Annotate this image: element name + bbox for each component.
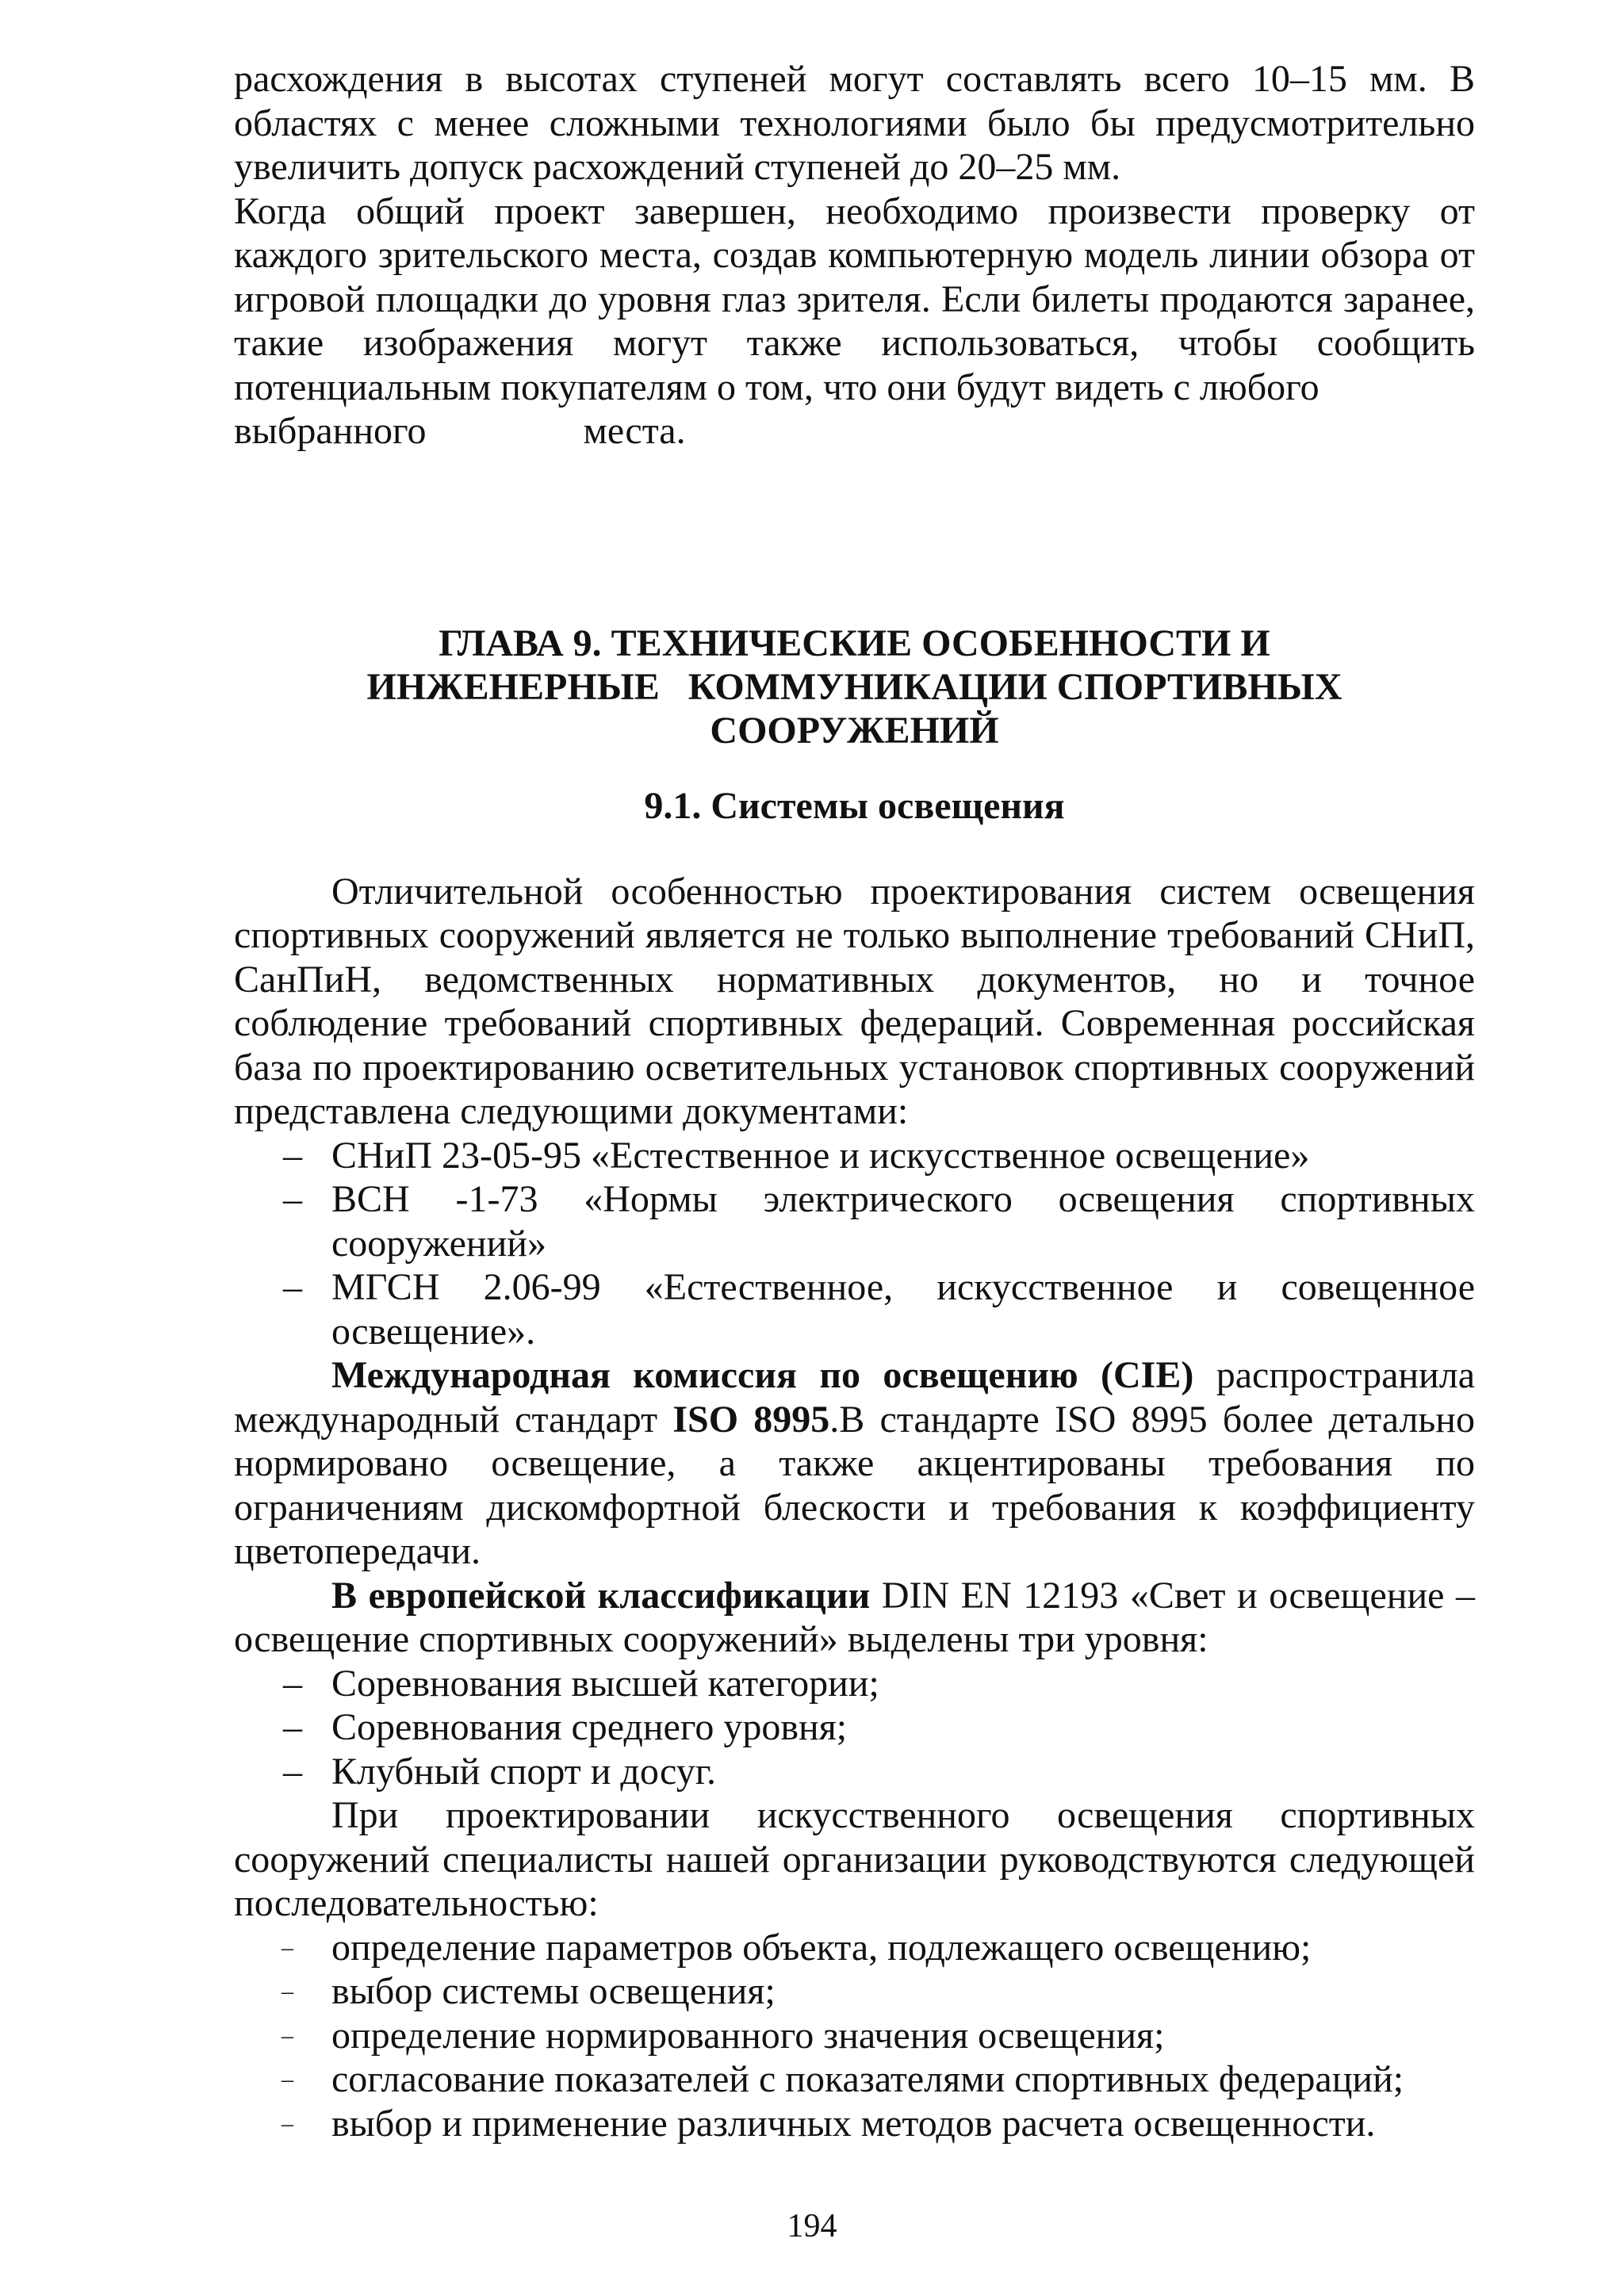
paragraph-design-sequence: При проектировании искусственного освещения спортивных сооружений специалисты нашей организации руководствуются следующей последовательностью: [234,1794,1475,1924]
dash-marker: – [282,2110,293,2137]
paragraph-sightline-end-a: выбранного [234,410,427,452]
paragraph-sightline-end-b: места. [583,410,686,452]
dash-marker: – [283,1662,302,1705]
list-item: – определение параметров объекта, подлежащего освещению; [282,1926,1312,1969]
chapter-title-line-2: ИНЖЕНЕРНЫЕ КОММУНИКАЦИИ СПОРТИВНЫХ [366,665,1342,708]
list-item: – Соревнования высшей категории; [283,1662,879,1705]
paragraph-intro: Отличительной особенностью проектирования систем освещения спортивных сооружений является не только выполнение требований СНиП, СанПиН, ведомственных нормативных документов, но и точное соблюдение требований спортивных федераций. Современная российская база по проектированию осветительных установок спортивных сооружений представлена следующими документами: [234,870,1475,1132]
list-item: – выбор и применение различных методов расчета освещенности. [282,2102,1376,2145]
paragraph-steps-tolerance: расхождения в высотах ступеней могут составлять всего 10–15 мм. В областях с менее сложными технологиями было бы предусмотрительно увеличить допуск расхождений ступеней до 20–25 мм. [234,58,1475,188]
paragraph-sightline-check [234,189,1475,453]
section-title: 9.1. Системы освещения [644,784,1065,827]
chapter-title [234,622,1475,752]
paragraph-sightline-text: Когда общий проект завершен, необходимо произвести проверку от каждого зрительского места, создав компьютерную модель линии обзора от игровой площадки до уровня глаз зрителя. Если билеты продаются заранее, такие изображения могут также использоваться, чтобы сообщить потенциальным покупателям о том, что они будут видеть с любого [234,189,1475,408]
list-item: – согласование показателей с показателями спортивных федераций; [282,2058,1404,2100]
dash-marker: – [283,1134,302,1177]
cie-name: Международная комиссия по освещению (CIE) [331,1354,1194,1396]
list-item: – Соревнования среднего уровня; [283,1706,848,1748]
dash-marker: – [283,1178,302,1220]
list-item: – МГСН 2.06-99 «Естественное, искусственное и совещенное освещение». [283,1266,1475,1353]
dash-marker: – [282,1934,293,1961]
dash-marker: – [282,2066,293,2092]
page-number: 194 [787,2208,837,2244]
dash-marker: – [282,1978,293,2004]
dash-marker: – [283,1706,302,1748]
dash-marker: – [283,1750,302,1793]
chapter-title-line-1: ГЛАВА 9. ТЕХНИЧЕСКИЕ ОСОБЕННОСТИ И [439,622,1270,664]
dash-marker: – [283,1266,302,1308]
paragraph-european: В европейской классификации DIN EN 12193 «Свет и освещение – освещение спортивных сооружений» выделены три уровня: [234,1574,1476,1660]
page-body [234,57,1475,2145]
list-item: – СНиП 23-05-95 «Естественное и искусственное освещение» [283,1134,1310,1177]
list-item: – определение нормированного значения освещения; [282,2014,1165,2057]
european-classification: В европейской классификации [331,1574,871,1617]
paragraph-cie: Международная комиссия по освещению (CIE) распространила международный стандарт ISO 8995.В стандарте ISO 8995 более детально нормировано освещение, а также акцентированы требования по ограничениям дискомфортной блескости и требования к коэффициенту цветопередачи. [234,1354,1476,1572]
list-item: – выбор системы освещения; [282,1970,776,2012]
levels-list [234,1662,1475,1794]
iso-standard: ISO 8995 [672,1398,830,1441]
dash-marker: – [282,2022,293,2049]
steps-list [234,1926,1475,2146]
documents-list [234,1134,1475,1354]
list-item: – ВСН -1-73 «Нормы электрического освещения спортивных сооружений» [283,1178,1475,1265]
chapter-title-line-3: СООРУЖЕНИЙ [710,709,999,752]
list-item: – Клубный спорт и досуг. [283,1750,716,1793]
